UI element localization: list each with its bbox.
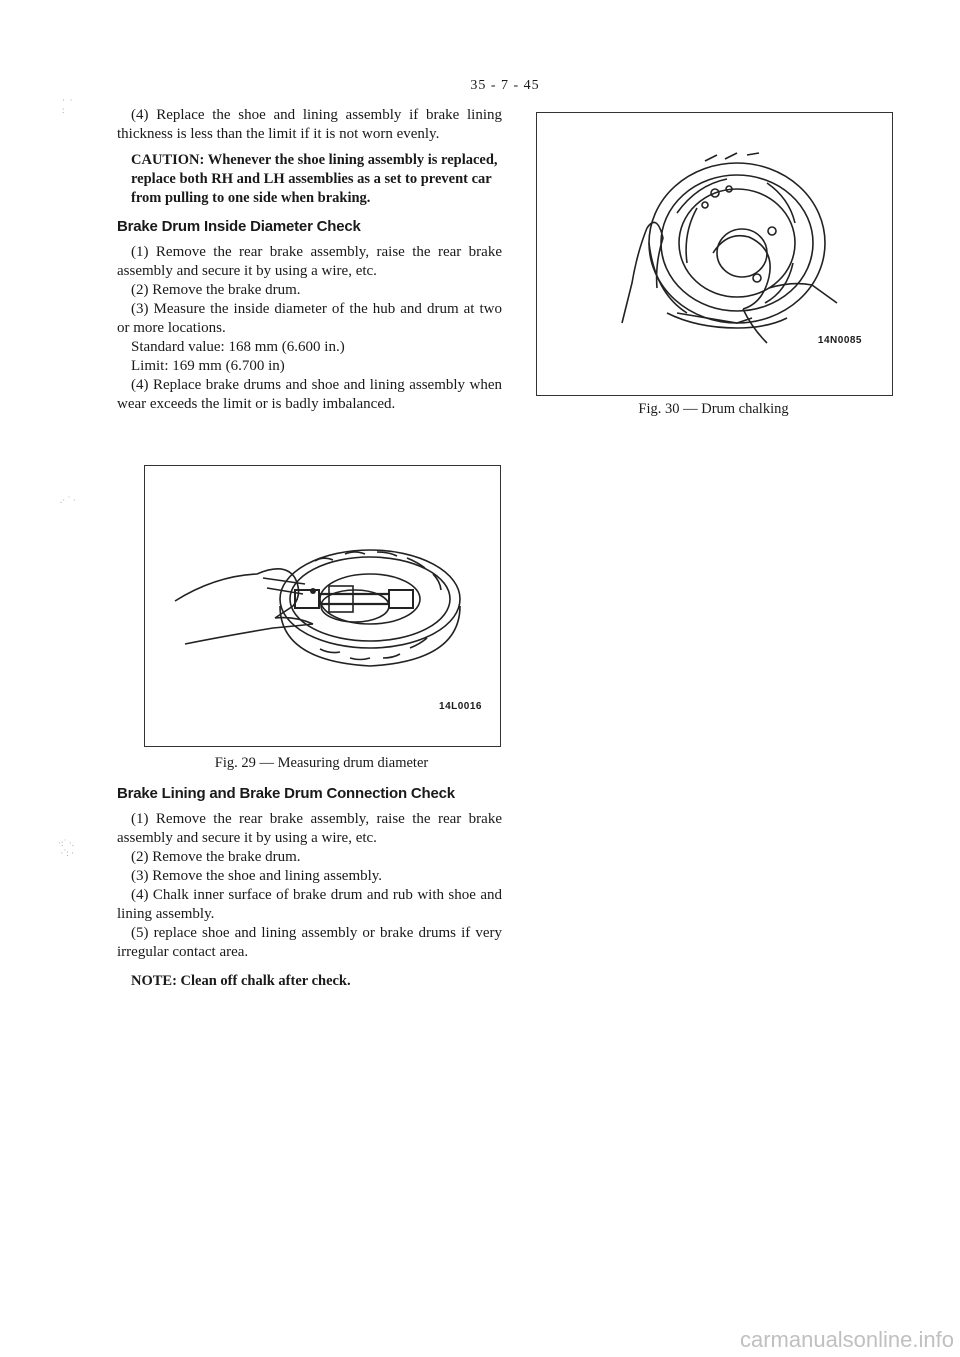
section-heading-drum-diameter: Brake Drum Inside Diameter Check xyxy=(117,218,361,235)
watermark: carmanualsonline.info xyxy=(739,1327,954,1352)
section-heading-lining-connection: Brake Lining and Brake Drum Connection Check xyxy=(117,785,455,802)
page-number: 35 - 7 - 45 xyxy=(470,78,540,93)
figure-29-code: 14L0016 xyxy=(439,701,482,712)
step-3: (3) Measure the inside diameter of the hub and drum at two or more locations. xyxy=(117,301,502,336)
paragraph-step4-replace: (4) Replace the shoe and lining assembly if brake lining thickness is less than the limit if it is not worn evenly. xyxy=(117,107,502,142)
step-5: (5) replace shoe and lining assembly or brake drums if very irregular contact area. xyxy=(117,925,502,960)
caution-text: Whenever the shoe lining assembly is replaced, replace both RH and LH assemblies as a set to prevent car from pulling to one side when braking. xyxy=(131,152,498,206)
figure-29-caption: Fig. 29 — Measuring drum diameter xyxy=(214,755,429,771)
caution-block xyxy=(131,151,502,208)
figure-30-caption: Fig. 30 — Drum chalking xyxy=(638,401,789,417)
step-1: (1) Remove the rear brake assembly, raise the rear brake assembly and secure it by using a wire, etc. xyxy=(117,811,502,846)
step-4: (4) Replace brake drums and shoe and lining assembly when wear exceeds the limit or is badly imbalanced. xyxy=(117,377,502,412)
caution-label: CAUTION: xyxy=(131,152,205,168)
figure-30-illustration xyxy=(537,113,892,395)
standard-value: Standard value: 168 mm (6.600 in.) xyxy=(131,339,345,355)
note: NOTE: Clean off chalk after check. xyxy=(131,973,351,989)
scan-specks: ·:˙ ·. ·˙: · xyxy=(58,838,74,858)
step-3: (3) Remove the shoe and lining assembly. xyxy=(131,868,383,884)
figure-30-frame xyxy=(536,112,893,396)
step-2: (2) Remove the brake drum. xyxy=(131,282,301,298)
left-column-lower xyxy=(117,785,502,991)
scan-specks: · · : xyxy=(62,95,73,115)
figure-30-code: 14N0085 xyxy=(817,335,862,346)
left-column xyxy=(117,106,502,414)
step-1: (1) Remove the rear brake assembly, raise the rear brake assembly and secure it by using a wire, etc. xyxy=(117,244,502,279)
step-4: (4) Chalk inner surface of brake drum and rub with shoe and lining assembly. xyxy=(117,887,502,922)
step-2: (2) Remove the brake drum. xyxy=(131,849,301,865)
limit-value: Limit: 169 mm (6.700 in) xyxy=(131,358,285,374)
scan-specks: .· ˙ · xyxy=(60,495,76,505)
figure-29-frame xyxy=(144,465,501,747)
